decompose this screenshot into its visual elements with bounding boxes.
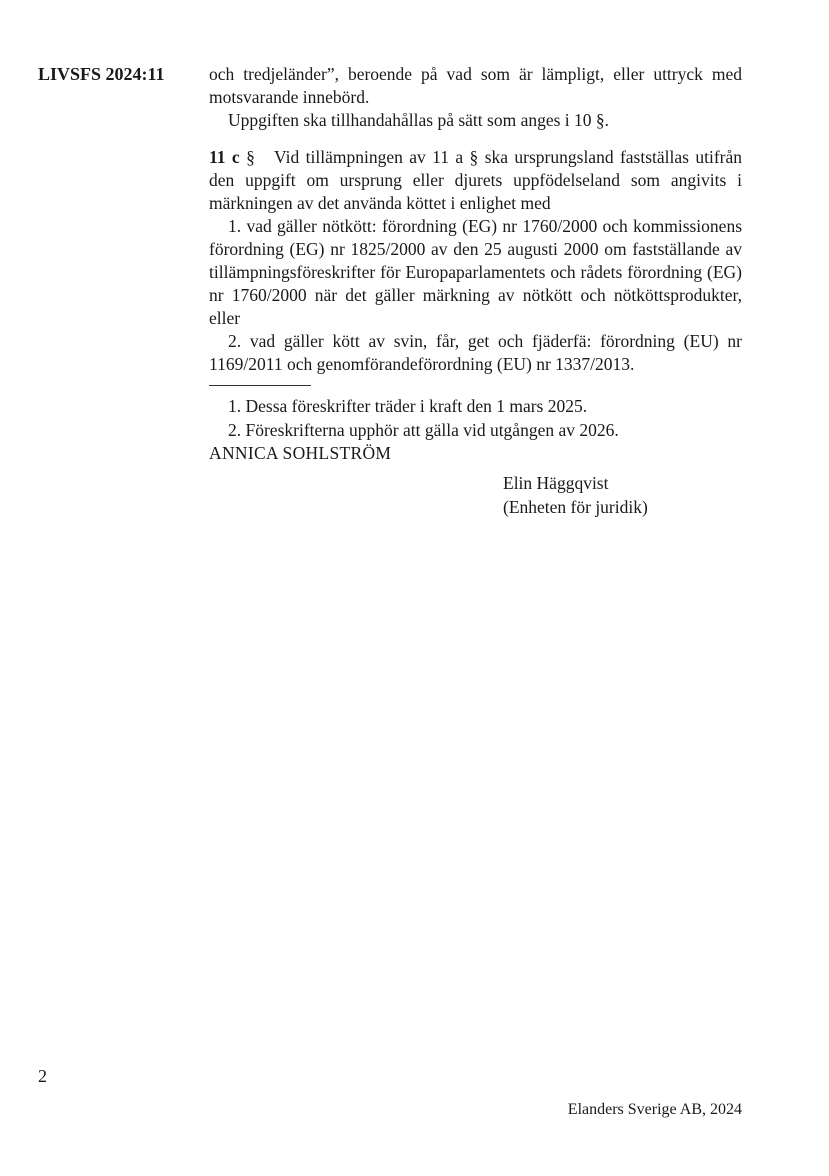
signature-secondary [503, 471, 742, 519]
signature-secondary-unit: (Enheten för juridik) [503, 497, 648, 517]
page-number: 2 [38, 1066, 47, 1086]
list-item: 2. vad gäller kött av svin, får, get och fjäderfä: förordning (EU) nr 1169/2011 och genomförandeförordning (EU) nr 1337/2013. [209, 331, 742, 374]
section-number: 11 c [209, 147, 240, 167]
section-symbol: § [246, 147, 255, 167]
divider [209, 385, 311, 386]
transitional-item: 1. Dessa föreskrifter träder i kraft den 1 mars 2025. [228, 396, 588, 416]
signature-secondary-name: Elin Häggqvist [503, 473, 609, 493]
signature-primary: ANNICA SOHLSTRÖM [209, 443, 392, 463]
paragraph: Uppgiften ska tillhandahållas på sätt som anges i 10 §. [228, 110, 610, 130]
paragraph: och tredjeländer”, beroende på vad som är lämpligt, eller uttryck med motsvarande innebörd. [209, 64, 742, 107]
printer-credit: Elanders Sverige AB, 2024 [567, 1101, 742, 1118]
list-item: 1. vad gäller nötkött: förordning (EG) nr 1760/2000 och kommissionens förordning (EG) nr 1825/2000 av den 25 augusti 2000 om fastställande av tillämpningsföreskrifter för Europaparlamentets och rådets förordning (EG) nr 1760/2000 när det gäller märkning av nötkött och nötköttsprodukter, eller [209, 216, 742, 328]
section-text: Vid tillämpningen av 11 a § ska ursprungsland fastställas utifrån den uppgift om ursprung eller djurets uppfödelseland som angivits i märkningen av det använda köttet i enlighet med [209, 147, 743, 213]
document-id: LIVSFS 2024:11 [38, 64, 165, 84]
transitional-item: 2. Föreskrifterna upphör att gälla vid utgången av 2026. [228, 420, 619, 440]
transitional-provisions [209, 394, 742, 442]
main-text [209, 63, 742, 519]
section-intro [209, 146, 742, 215]
